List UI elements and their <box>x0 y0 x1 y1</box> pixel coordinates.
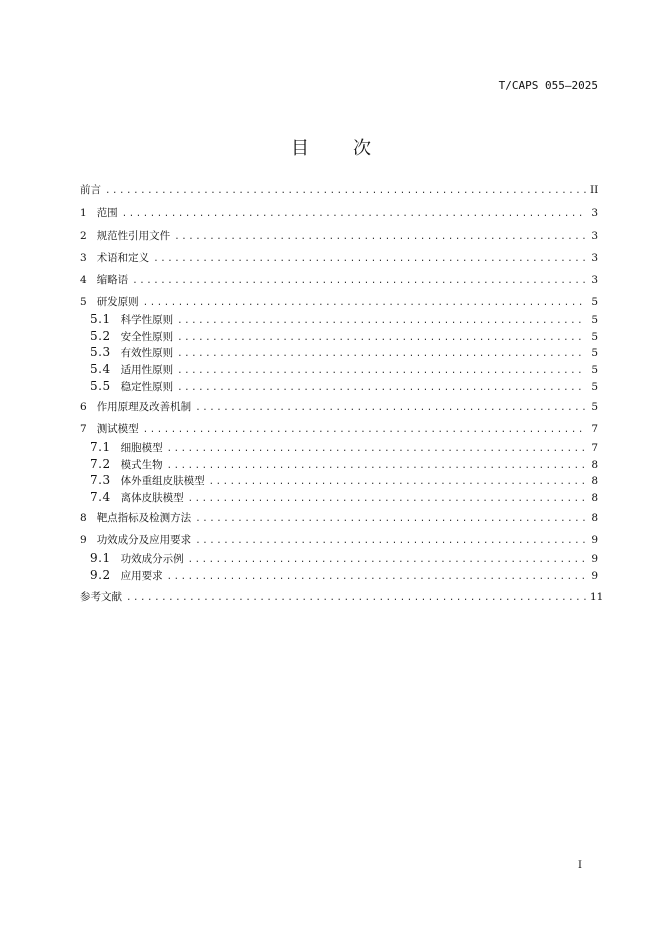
toc-entry-number: 7.1 <box>90 440 111 454</box>
toc-entry-text: 科学性原则 <box>120 314 174 326</box>
toc-entry-number: 7.2 <box>90 457 111 471</box>
toc-entry-preface[interactable] <box>80 182 598 198</box>
toc-entry-7-4[interactable] <box>90 489 598 505</box>
toc-entry-number: 9.1 <box>90 551 111 565</box>
toc-entry-1[interactable] <box>80 205 598 221</box>
toc-entry-page: 7 <box>591 423 598 435</box>
toc-entry-number: 5.3 <box>90 345 111 359</box>
toc-entry-2[interactable] <box>80 228 598 244</box>
toc-entry-number: 1 <box>80 207 87 219</box>
toc-entry-text: 测试模型 <box>96 423 139 435</box>
toc-title-char-1: 目 <box>291 138 309 159</box>
toc-entry-references[interactable] <box>80 589 604 605</box>
toc-entry-5[interactable] <box>80 294 598 310</box>
toc-entry-text: 范围 <box>96 207 118 219</box>
toc-entry-text: 离体皮肤模型 <box>120 492 184 504</box>
toc-entry-page: 9 <box>591 570 598 582</box>
toc-entry-6[interactable] <box>80 399 598 415</box>
page-number: I <box>578 860 582 871</box>
toc-entry-text: 适用性原则 <box>120 364 174 376</box>
toc-entry-text: 功效成分及应用要求 <box>96 534 192 546</box>
toc-entry-7-1[interactable] <box>90 439 598 455</box>
toc-entry-text: 前言 <box>80 184 101 196</box>
toc-entry-5-1[interactable] <box>90 311 598 327</box>
toc-entry-number: 5.1 <box>90 312 111 326</box>
toc-entry-text: 作用原理及改善机制 <box>96 401 192 413</box>
toc-entry-text: 靶点指标及检测方法 <box>96 512 192 524</box>
toc-leader <box>188 552 586 568</box>
toc-entry-4[interactable] <box>80 272 598 288</box>
toc-entry-text: 参考文献 <box>80 591 122 603</box>
toc-entry-text: 体外重组皮肤模型 <box>120 475 205 487</box>
toc-entry-page: II <box>590 184 599 196</box>
toc-entry-page: 3 <box>591 230 598 242</box>
toc-entry-text: 有效性原则 <box>120 347 174 359</box>
toc-leader <box>132 273 586 289</box>
toc-entry-page: 8 <box>591 459 598 471</box>
toc-title <box>0 134 662 160</box>
toc-entry-number: 7 <box>80 423 87 435</box>
toc-entry-page: 5 <box>591 401 598 413</box>
toc-leader <box>195 533 586 549</box>
toc-entry-number: 7.4 <box>90 490 111 504</box>
toc-entry-5-5[interactable] <box>90 378 598 394</box>
toc-entry-number: 6 <box>80 401 87 413</box>
toc-entry-page: 3 <box>591 252 598 264</box>
toc-entry-number: 9 <box>80 534 87 546</box>
toc-entry-number: 8 <box>80 512 87 524</box>
toc-entry-9-1[interactable] <box>90 550 598 566</box>
toc-leader <box>126 590 586 606</box>
toc-leader <box>188 491 586 507</box>
toc-leader <box>167 569 586 585</box>
toc-entry-3[interactable] <box>80 250 598 266</box>
toc-leader <box>174 229 586 245</box>
toc-entry-text: 稳定性原则 <box>120 381 174 393</box>
toc-entry-page: 5 <box>591 347 598 359</box>
toc-entry-7-3[interactable] <box>90 472 598 488</box>
toc-entry-page: 3 <box>591 274 598 286</box>
toc-entry-5-4[interactable] <box>90 361 598 377</box>
toc-entry-page: 5 <box>591 381 598 393</box>
toc-entry-9-2[interactable] <box>90 567 598 583</box>
toc-leader <box>122 206 586 222</box>
toc-entry-page: 5 <box>591 296 598 308</box>
toc-leader <box>177 346 586 362</box>
toc-entry-text: 功效成分示例 <box>120 553 184 565</box>
toc-entry-page: 5 <box>591 331 598 343</box>
toc-entry-text: 缩略语 <box>96 274 129 286</box>
toc-leader <box>195 400 586 416</box>
toc-entry-number: 7.3 <box>90 473 111 487</box>
toc-entry-7-2[interactable] <box>90 456 598 472</box>
toc-leader <box>195 511 586 527</box>
toc-entry-page: 8 <box>591 512 598 524</box>
toc-leader <box>177 380 586 396</box>
toc-entry-text: 应用要求 <box>120 570 163 582</box>
toc-leader <box>177 363 586 379</box>
toc-entry-text: 安全性原则 <box>120 331 174 343</box>
toc-entry-number: 3 <box>80 252 87 264</box>
toc-leader <box>167 441 586 457</box>
toc-entry-number: 4 <box>80 274 87 286</box>
toc-entry-text: 细胞模型 <box>120 442 163 454</box>
toc-entry-text: 术语和定义 <box>96 252 150 264</box>
toc-entry-text: 研发原则 <box>96 296 139 308</box>
toc-entry-page: 5 <box>591 314 598 326</box>
toc-leader <box>209 474 586 490</box>
toc-entry-number: 9.2 <box>90 568 111 582</box>
toc-entry-7[interactable] <box>80 421 598 437</box>
toc-entry-page: 3 <box>591 207 598 219</box>
toc-entry-number: 5 <box>80 296 87 308</box>
toc-entry-page: 5 <box>591 364 598 376</box>
toc-entry-page: 8 <box>591 475 598 487</box>
toc-leader <box>153 251 586 267</box>
toc-leader <box>143 295 586 311</box>
toc-entry-5-3[interactable] <box>90 344 598 360</box>
toc-entry-8[interactable] <box>80 510 598 526</box>
toc-entry-page: 9 <box>591 553 598 565</box>
toc-entry-5-2[interactable] <box>90 328 598 344</box>
toc-entry-page: 8 <box>591 492 598 504</box>
toc-leader <box>177 313 586 329</box>
toc-entry-number: 5.2 <box>90 329 111 343</box>
document-code: T/CAPS 055—2025 <box>498 79 598 92</box>
toc-entry-9[interactable] <box>80 532 598 548</box>
toc-leader <box>143 422 586 438</box>
toc-entry-text: 规范性引用文件 <box>96 230 171 242</box>
toc-entry-page: 7 <box>591 442 598 454</box>
toc-leader <box>105 183 586 199</box>
toc-entry-number: 5.5 <box>90 379 111 393</box>
toc-entry-page: 11 <box>590 591 604 603</box>
toc-entry-number: 5.4 <box>90 362 111 376</box>
toc-title-char-2: 次 <box>353 138 371 159</box>
toc-entry-page: 9 <box>591 534 598 546</box>
toc-entry-text: 模式生物 <box>120 459 163 471</box>
toc-entry-number: 2 <box>80 230 87 242</box>
